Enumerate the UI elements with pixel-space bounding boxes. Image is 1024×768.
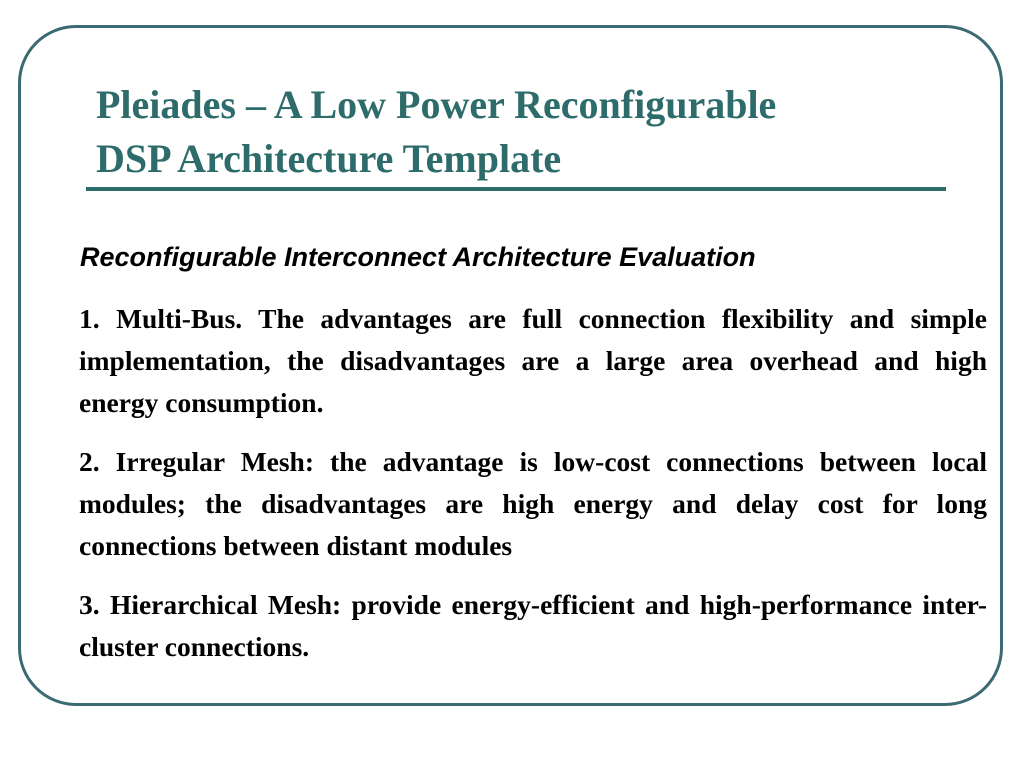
slide-title-line-2: DSP Architecture Template [96,136,562,181]
list-item-hierarchical-mesh: 3. Hierarchical Mesh: provide energy-efficient and high-performance inter-cluster connections. [79,589,987,662]
slide-title [96,78,956,186]
title-underline-divider [86,187,946,191]
list-item-multi-bus: 1. Multi-Bus. The advantages are full connection flexibility and simple implementation, the disadvantages are a large area overhead and high energy consumption. [79,303,987,418]
list-item-irregular-mesh: 2. Irregular Mesh: the advantage is low-cost connections between local modules; the disadvantages are high energy and delay cost for long connections between distant modules [79,446,987,561]
slide-title-line-1: Pleiades – A Low Power Reconfigurable [96,82,777,127]
slide-subtitle: Reconfigurable Interconnect Architecture Evaluation [80,242,756,272]
slide-body [79,298,987,685]
